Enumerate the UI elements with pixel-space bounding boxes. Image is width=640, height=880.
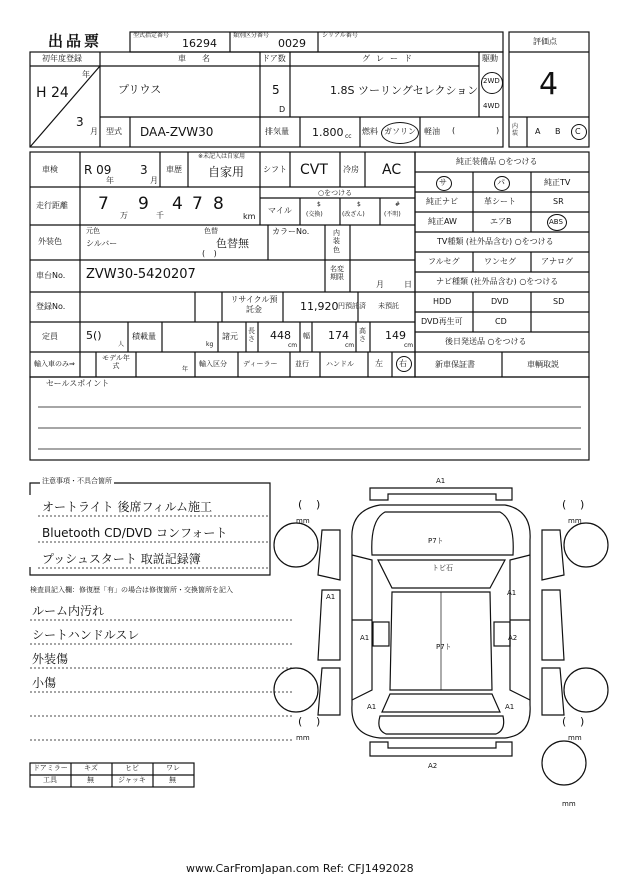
katashiki-label: 型式指定番号 (133, 32, 170, 39)
mileage-opt-tamper: (改ざん) (342, 211, 365, 218)
name-change-label: 名変期限 (330, 265, 344, 282)
legend-mirror: ドアミラー (33, 764, 68, 772)
inspector-item-4: 小傷 (32, 676, 57, 690)
mileage-digit-3: 4 (172, 194, 183, 214)
tire-fr-bracket-r: ) (580, 498, 585, 511)
car-name: プリウス (118, 83, 162, 96)
fuel-value: ガソリン (384, 127, 416, 136)
notes-header: 注意事項・不具合箇所 (42, 477, 112, 485)
length-value: 448 (270, 329, 291, 342)
note-item-2: Bluetooth CD/DVD コンフォート (42, 526, 228, 540)
tire-fl-bracket-r: ) (316, 498, 321, 511)
width-value: 174 (328, 329, 349, 342)
equip-airbag: エアB (490, 217, 512, 226)
equip-header: 純正装備品 ○をつける (456, 157, 538, 166)
tv-fullseg: フルセグ (428, 257, 460, 266)
equip-sr: SR (553, 197, 564, 206)
navi-dvd: DVD (491, 297, 509, 306)
import-class-label: 輸入区分 (199, 360, 227, 368)
spare-mm: mm (562, 800, 576, 808)
tire-fl-bracket-l: ( (298, 498, 303, 511)
displacement-unit: cc (345, 133, 352, 140)
mileage-opt-tamper-mark: $ (357, 201, 361, 208)
height-unit: cm (404, 342, 414, 349)
model-label: 型式 (106, 127, 122, 136)
later-warranty: 新車保証書 (435, 360, 475, 369)
model-value: DAA-ZVW30 (140, 125, 214, 139)
damage-right-door: A2 (508, 634, 518, 642)
mileage-opt-mile: マイル (268, 206, 292, 215)
equip-sa: サ (439, 178, 447, 187)
interior-color-label: 内装色 (333, 229, 340, 254)
inspector-header: 検査員記入欄：修復歴「有」の場合は修復箇所・交換箇所を記入 (30, 586, 233, 594)
handle-right: 右 (399, 359, 407, 368)
navi-hdd: HDD (433, 297, 452, 306)
drive-label: 駆動 (482, 54, 498, 63)
interior-c: C (575, 127, 581, 136)
history-value: 自家用 (208, 165, 245, 179)
displacement-label: 排気量 (265, 127, 289, 136)
tire-fr-mm: mm (568, 517, 582, 525)
score-label: 評価点 (533, 37, 557, 46)
damage-right-rear: A1 (505, 703, 515, 711)
legend-jack: ジャッキ (118, 776, 146, 784)
katashiki-value: 16294 (182, 37, 217, 50)
first-reg-era: H 24 (36, 85, 69, 101)
tire-rr-bracket-l: ( (562, 715, 567, 728)
note-item-3: プッシュスタート 取説記録簿 (42, 552, 201, 566)
equip-leather: 革シート (484, 197, 516, 206)
form-title: 出品票 (48, 32, 103, 50)
mileage-digit-5: 8 (213, 194, 224, 214)
capacity-unit: 人 (118, 341, 125, 348)
mileage-man: 万 (120, 211, 128, 220)
recycle-label: リサイクル預託金 (230, 295, 278, 314)
damage-left-front: A1 (326, 593, 336, 601)
mileage-opt-header: ○をつける (318, 189, 353, 197)
tire-rl-bracket-r: ) (316, 715, 321, 728)
capacity-label: 定員 (42, 332, 58, 341)
later-manual: 車輌取説 (527, 360, 559, 369)
first-reg-month-unit: 月 (90, 127, 98, 136)
sales-point-label: セールスポイント (46, 379, 110, 388)
keiyu-paren-open: ( (452, 126, 456, 135)
shaken-month-unit: 月 (150, 176, 158, 185)
color-changed: 色替無 (216, 237, 249, 250)
handle-label: ハンドル (326, 360, 354, 368)
grade-label: グレード (362, 54, 418, 63)
import-dealer: ディーラー (243, 360, 278, 368)
tire-fl-mm: mm (296, 517, 310, 525)
navi-cd: CD (495, 317, 507, 326)
import-parallel: 並行 (295, 360, 309, 368)
legend-tools-value: 無 (87, 776, 94, 784)
door-type: D (279, 105, 286, 114)
legend-crack: ヒビ (125, 764, 139, 772)
damage-front-bumper: A1 (436, 477, 446, 485)
first-reg-month: 3 (76, 115, 84, 129)
serial-label: シリアル番号 (322, 32, 358, 39)
ruibetsu-label: 類別区分番号 (233, 32, 270, 39)
grade: 1.8S ツーリングセレクション (330, 84, 479, 97)
inspector-item-3: 外装傷 (32, 652, 69, 666)
mileage-digit-2: 9 (138, 194, 149, 214)
color-code-label: 色替 (204, 227, 218, 235)
load-unit: kg (206, 341, 214, 348)
keiyu-label: 軽油 (424, 127, 440, 136)
mileage-sen: 千 (156, 211, 164, 220)
drive-2wd: 2WD (483, 77, 500, 85)
damage-rear-bumper: A2 (428, 762, 438, 770)
chassis-label: 車台No. (36, 271, 66, 280)
recycle-not: 未預託 (378, 302, 399, 310)
import-label: 輸入車のみ⇒ (34, 360, 75, 368)
damage-hood: P7ト (428, 537, 444, 545)
car-name-label: 車名 (178, 54, 226, 63)
history-label: 車歴 (166, 165, 182, 174)
mileage-opt-unknown: (不明) (384, 211, 401, 218)
mileage-opt-exchange-mark: $ (317, 201, 321, 208)
tire-rr-mm: mm (568, 734, 582, 742)
name-change-day: 日 (404, 280, 412, 289)
doors: 5 (272, 83, 280, 97)
shift-value: CVT (300, 162, 328, 178)
damage-right-front: A1 (507, 589, 517, 597)
recycle-unit: 円預託済 (338, 302, 366, 310)
mileage-digit-4: 7 (192, 194, 203, 214)
shaken-value: R 09 (84, 163, 112, 177)
interior-a: A (535, 127, 541, 136)
ac-value: AC (382, 162, 402, 178)
displacement-value: 1.800 (312, 126, 344, 139)
shift-label: シフト (263, 165, 287, 174)
equip-pa: パ (497, 178, 505, 187)
load-label: 積載量 (132, 332, 156, 341)
color-original: シルバー (86, 239, 118, 248)
color-changed-paren: ( ) (202, 249, 220, 258)
tire-rr-bracket-r: ) (580, 715, 585, 728)
height-value: 149 (385, 329, 406, 342)
equip-navi: 純正ナビ (426, 197, 458, 206)
model-year-unit: 年 (182, 366, 189, 373)
ruibetsu-value: 0029 (278, 37, 306, 50)
color-no-label: カラーNo. (272, 227, 310, 236)
chassis-value: ZVW30-5420207 (86, 267, 196, 282)
damage-roof: P7ト (436, 643, 452, 651)
fuel-label: 燃料 (362, 127, 378, 136)
mileage-km: km (243, 212, 256, 221)
legend-break: ワレ (166, 764, 180, 772)
handle-left: 左 (375, 359, 383, 368)
color-original-label: 元色 (86, 227, 100, 235)
footer-watermark: www.CarFromJapan.com Ref: CFJ1492028 (186, 862, 414, 875)
navi-sd: SD (553, 297, 565, 306)
damage-windshield: トビ石 (432, 564, 453, 572)
shaken-label: 車検 (42, 165, 58, 174)
keiyu-paren-close: ) (496, 126, 500, 135)
mileage-opt-exchange: (交換) (306, 211, 323, 218)
drive-4wd: 4WD (483, 102, 500, 110)
later-header: 後日発送品 ○をつける (445, 337, 527, 346)
interior-label: 内装 (512, 123, 519, 137)
legend-jack-value: 無 (169, 776, 176, 784)
mileage-opt-unknown-mark: # (395, 201, 401, 208)
interior-b: B (555, 127, 561, 136)
note-item-1: オートライト 後席フィルム施工 (42, 500, 213, 514)
navi-header: ナビ種類 (社外品含む) ○をつける (436, 277, 559, 286)
size-label: 諸元 (222, 332, 238, 341)
damage-left-rear: A1 (367, 703, 377, 711)
legend-scratch: キズ (84, 764, 98, 772)
height-label: 高さ (359, 327, 366, 343)
first-reg-year-unit: 年 (82, 70, 90, 79)
history-note: ※未記入は自家用 (198, 153, 246, 160)
tv-header: TV種類 (社外品含む) ○をつける (437, 237, 554, 246)
model-year-label: モデル年式 (102, 354, 130, 371)
width-label: 幅 (303, 332, 310, 340)
reg-no-label: 登録No. (36, 302, 66, 311)
name-change-month: 月 (376, 280, 384, 289)
equip-tv: 純正TV (544, 178, 571, 187)
tire-rl-mm: mm (296, 734, 310, 742)
inspector-item-1: ルーム内汚れ (32, 604, 105, 618)
length-unit: cm (288, 342, 298, 349)
tire-fr-bracket-l: ( (562, 498, 567, 511)
length-label: 長さ (248, 327, 255, 343)
score-value: 4 (539, 67, 559, 102)
shaken-month: 3 (140, 163, 148, 177)
mileage-digit-1: 7 (98, 194, 109, 214)
width-unit: cm (345, 342, 355, 349)
equip-aw: 純正AW (428, 217, 457, 226)
tire-rl-bracket-l: ( (298, 715, 303, 728)
navi-dvd-play: DVD再生可 (421, 317, 463, 326)
mileage-label: 走行距離 (36, 201, 68, 210)
first-reg-label: 初年度登録 (42, 54, 82, 63)
capacity-value: 5() (86, 329, 102, 342)
tv-oneseg: ワンセグ (484, 257, 516, 266)
inspector-item-2: シートハンドルスレ (32, 628, 140, 642)
damage-left-door: A1 (360, 634, 370, 642)
tv-analog: アナログ (541, 257, 573, 266)
legend-tools: 工具 (43, 776, 57, 784)
shaken-year-unit: 年 (106, 176, 114, 185)
ac-label: 冷房 (343, 165, 359, 174)
equip-abs: ABS (549, 218, 563, 226)
color-label: 外装色 (38, 237, 62, 246)
door-label: ドア数 (262, 54, 286, 63)
recycle-value: 11,920 (300, 300, 339, 313)
